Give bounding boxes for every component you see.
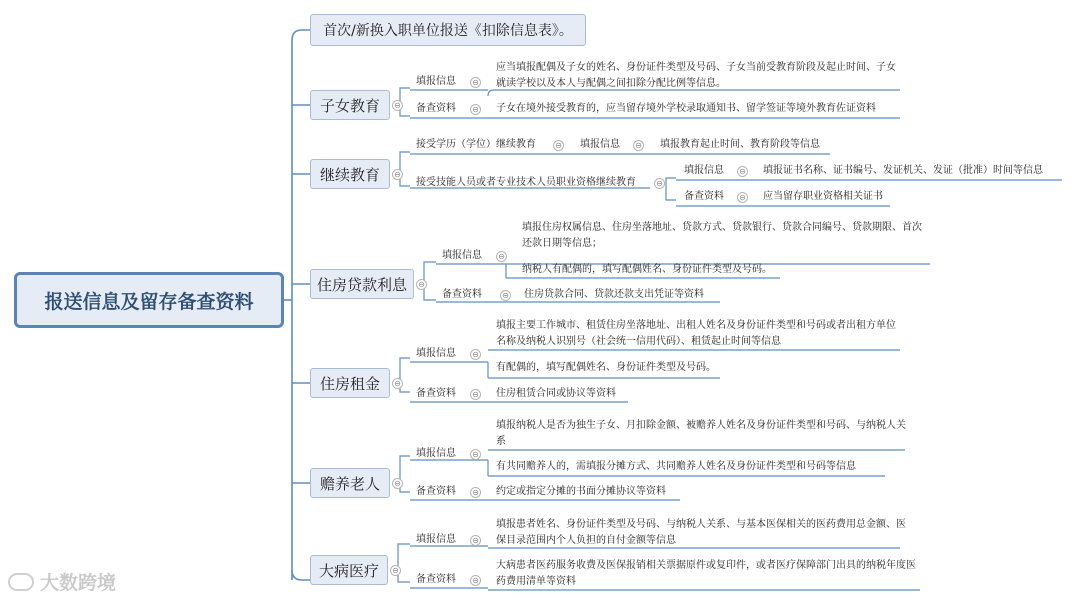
node-housing-loan-label: 住房贷款利息: [316, 275, 407, 294]
loan-keep-text: 住房贷款合同、贷款还款支出凭证等资料: [524, 289, 704, 300]
watermark-logo-icon: [8, 573, 34, 591]
loan-keep-label: 备查资料: [442, 289, 482, 300]
medical-fill-text: 填报患者姓名、身份证件类型及号码、与纳税人关系、与基本医保相关的医药费用总金额、医保目录范围内个人负担的自付金额等信息: [496, 519, 906, 546]
children-keep-label: 备查资料: [416, 103, 456, 114]
collapse-icon[interactable]: ⊖: [737, 192, 748, 203]
node-continuing-education[interactable]: [310, 159, 390, 189]
node-housing-rent[interactable]: [310, 368, 390, 398]
node-continuing-education-label: 继续教育: [319, 165, 380, 184]
skill-edu-label: 接受技能人员或者专业技术人员职业资格继续教育: [416, 177, 636, 188]
medical-keep-label: 备查资料: [416, 574, 456, 585]
children-keep-text: 子女在境外接受教育的，应当留存境外学校录取通知书、留学签证等境外教育佐证资料: [496, 103, 876, 114]
medical-fill-label: 填报信息: [416, 534, 456, 545]
collapse-icon[interactable]: ⊖: [500, 290, 511, 301]
first-report-node[interactable]: [310, 14, 586, 46]
collapse-icon[interactable]: ⊖: [737, 166, 748, 177]
elderly-keep-label: 备查资料: [416, 486, 456, 497]
degree-edu-label: 接受学历（学位）继续教育: [416, 139, 536, 150]
collapse-icon[interactable]: ⊖: [392, 100, 403, 111]
collapse-icon[interactable]: ⊖: [390, 565, 401, 576]
skill-fill-text: 填报证书名称、证书编号、发证机关、发证（批准）时间等信息: [763, 165, 1043, 176]
node-serious-illness-label: 大病医疗: [318, 561, 379, 580]
collapse-icon[interactable]: ⊖: [633, 140, 644, 151]
collapse-icon[interactable]: ⊖: [470, 575, 481, 586]
medical-keep-text: 大病患者医药服务收费及医保报销相关票据原件或复印件，或者医疗保障部门出具的纳税年度医药费用清单等资料: [496, 560, 916, 587]
node-children-education-label: 子女教育: [319, 96, 380, 115]
node-elderly-support[interactable]: [310, 468, 390, 498]
node-elderly-support-label: 赡养老人: [319, 474, 380, 493]
loan-fill-text-1: 填报住房权属信息、住房坐落地址、贷款方式、贷款银行、贷款合同编号、贷款期限、首次还款日期等信息；: [522, 222, 922, 249]
collapse-icon[interactable]: ⊖: [392, 478, 403, 489]
first-report-text: 首次/新换入职单位报送《扣除信息表》。: [323, 23, 573, 39]
elderly-fill-text-2: 有共同赡养人的，需填报分摊方式、共同赡养人姓名及身份证件类型和号码等信息: [496, 461, 856, 472]
collapse-icon[interactable]: ⊖: [470, 449, 481, 460]
loan-fill-text-2: 纳税人有配偶的，填写配偶姓名、身份证件类型及号码。: [522, 264, 772, 275]
rent-fill-text-2: 有配偶的，填写配偶姓名、身份证件类型及号码。: [496, 362, 716, 373]
node-serious-illness[interactable]: [310, 555, 388, 585]
collapse-icon[interactable]: ⊖: [470, 487, 481, 498]
children-fill-label: 填报信息: [416, 76, 456, 87]
elderly-fill-text-1: 填报纳税人是否为独生子女、月扣除金额、被赡养人姓名及身份证件类型和号码、与纳税人关系: [496, 420, 906, 447]
elderly-fill-label: 填报信息: [416, 448, 456, 459]
skill-keep-label: 备查资料: [684, 191, 724, 202]
collapse-icon[interactable]: ⊖: [553, 140, 564, 151]
watermark-text: 大数跨境: [40, 572, 117, 594]
rent-fill-text-1: 填报主要工作城市、租赁住房坐落地址、出租人姓名及身份证件类型和号码或者出租方单位名称及纳税人识别号（社会统一信用代码）、租赁起止时间等信息: [496, 320, 896, 347]
node-housing-rent-label: 住房租金: [319, 374, 380, 393]
collapse-icon[interactable]: ⊖: [416, 279, 427, 290]
elderly-keep-text: 约定或指定分摊的书面分摊协议等资料: [496, 486, 666, 497]
rent-keep-text: 住房租赁合同或协议等资料: [496, 388, 616, 399]
collapse-icon[interactable]: ⊖: [392, 378, 403, 389]
node-children-education[interactable]: [310, 90, 390, 120]
collapse-icon[interactable]: ⊖: [496, 251, 507, 262]
collapse-icon[interactable]: ⊖: [470, 349, 481, 360]
root-node[interactable]: [14, 272, 284, 328]
collapse-icon[interactable]: ⊖: [470, 389, 481, 400]
skill-fill-label: 填报信息: [684, 165, 724, 176]
root-label: 报送信息及留存备查资料: [44, 290, 254, 313]
collapse-icon[interactable]: ⊖: [392, 169, 403, 180]
collapse-icon[interactable]: ⊖: [470, 77, 481, 88]
skill-keep-text: 应当留存职业资格相关证书: [763, 191, 883, 202]
rent-fill-label: 填报信息: [416, 348, 456, 359]
children-fill-text: 应当填报配偶及子女的姓名、身份证件类型及号码、子女当前受教育阶段及起止时间、子女就读学校以及本人与配偶之间扣除分配比例等信息。: [496, 62, 896, 89]
collapse-icon[interactable]: ⊖: [470, 104, 481, 115]
rent-keep-label: 备查资料: [416, 388, 456, 399]
degree-fill-label: 填报信息: [580, 139, 620, 150]
watermark: [8, 568, 116, 595]
degree-fill-text: 填报教育起止时间、教育阶段等信息: [660, 139, 820, 150]
collapse-icon[interactable]: ⊖: [470, 535, 481, 546]
loan-fill-label: 填报信息: [442, 250, 482, 261]
collapse-icon[interactable]: ⊖: [654, 178, 665, 189]
node-housing-loan[interactable]: [310, 269, 414, 299]
